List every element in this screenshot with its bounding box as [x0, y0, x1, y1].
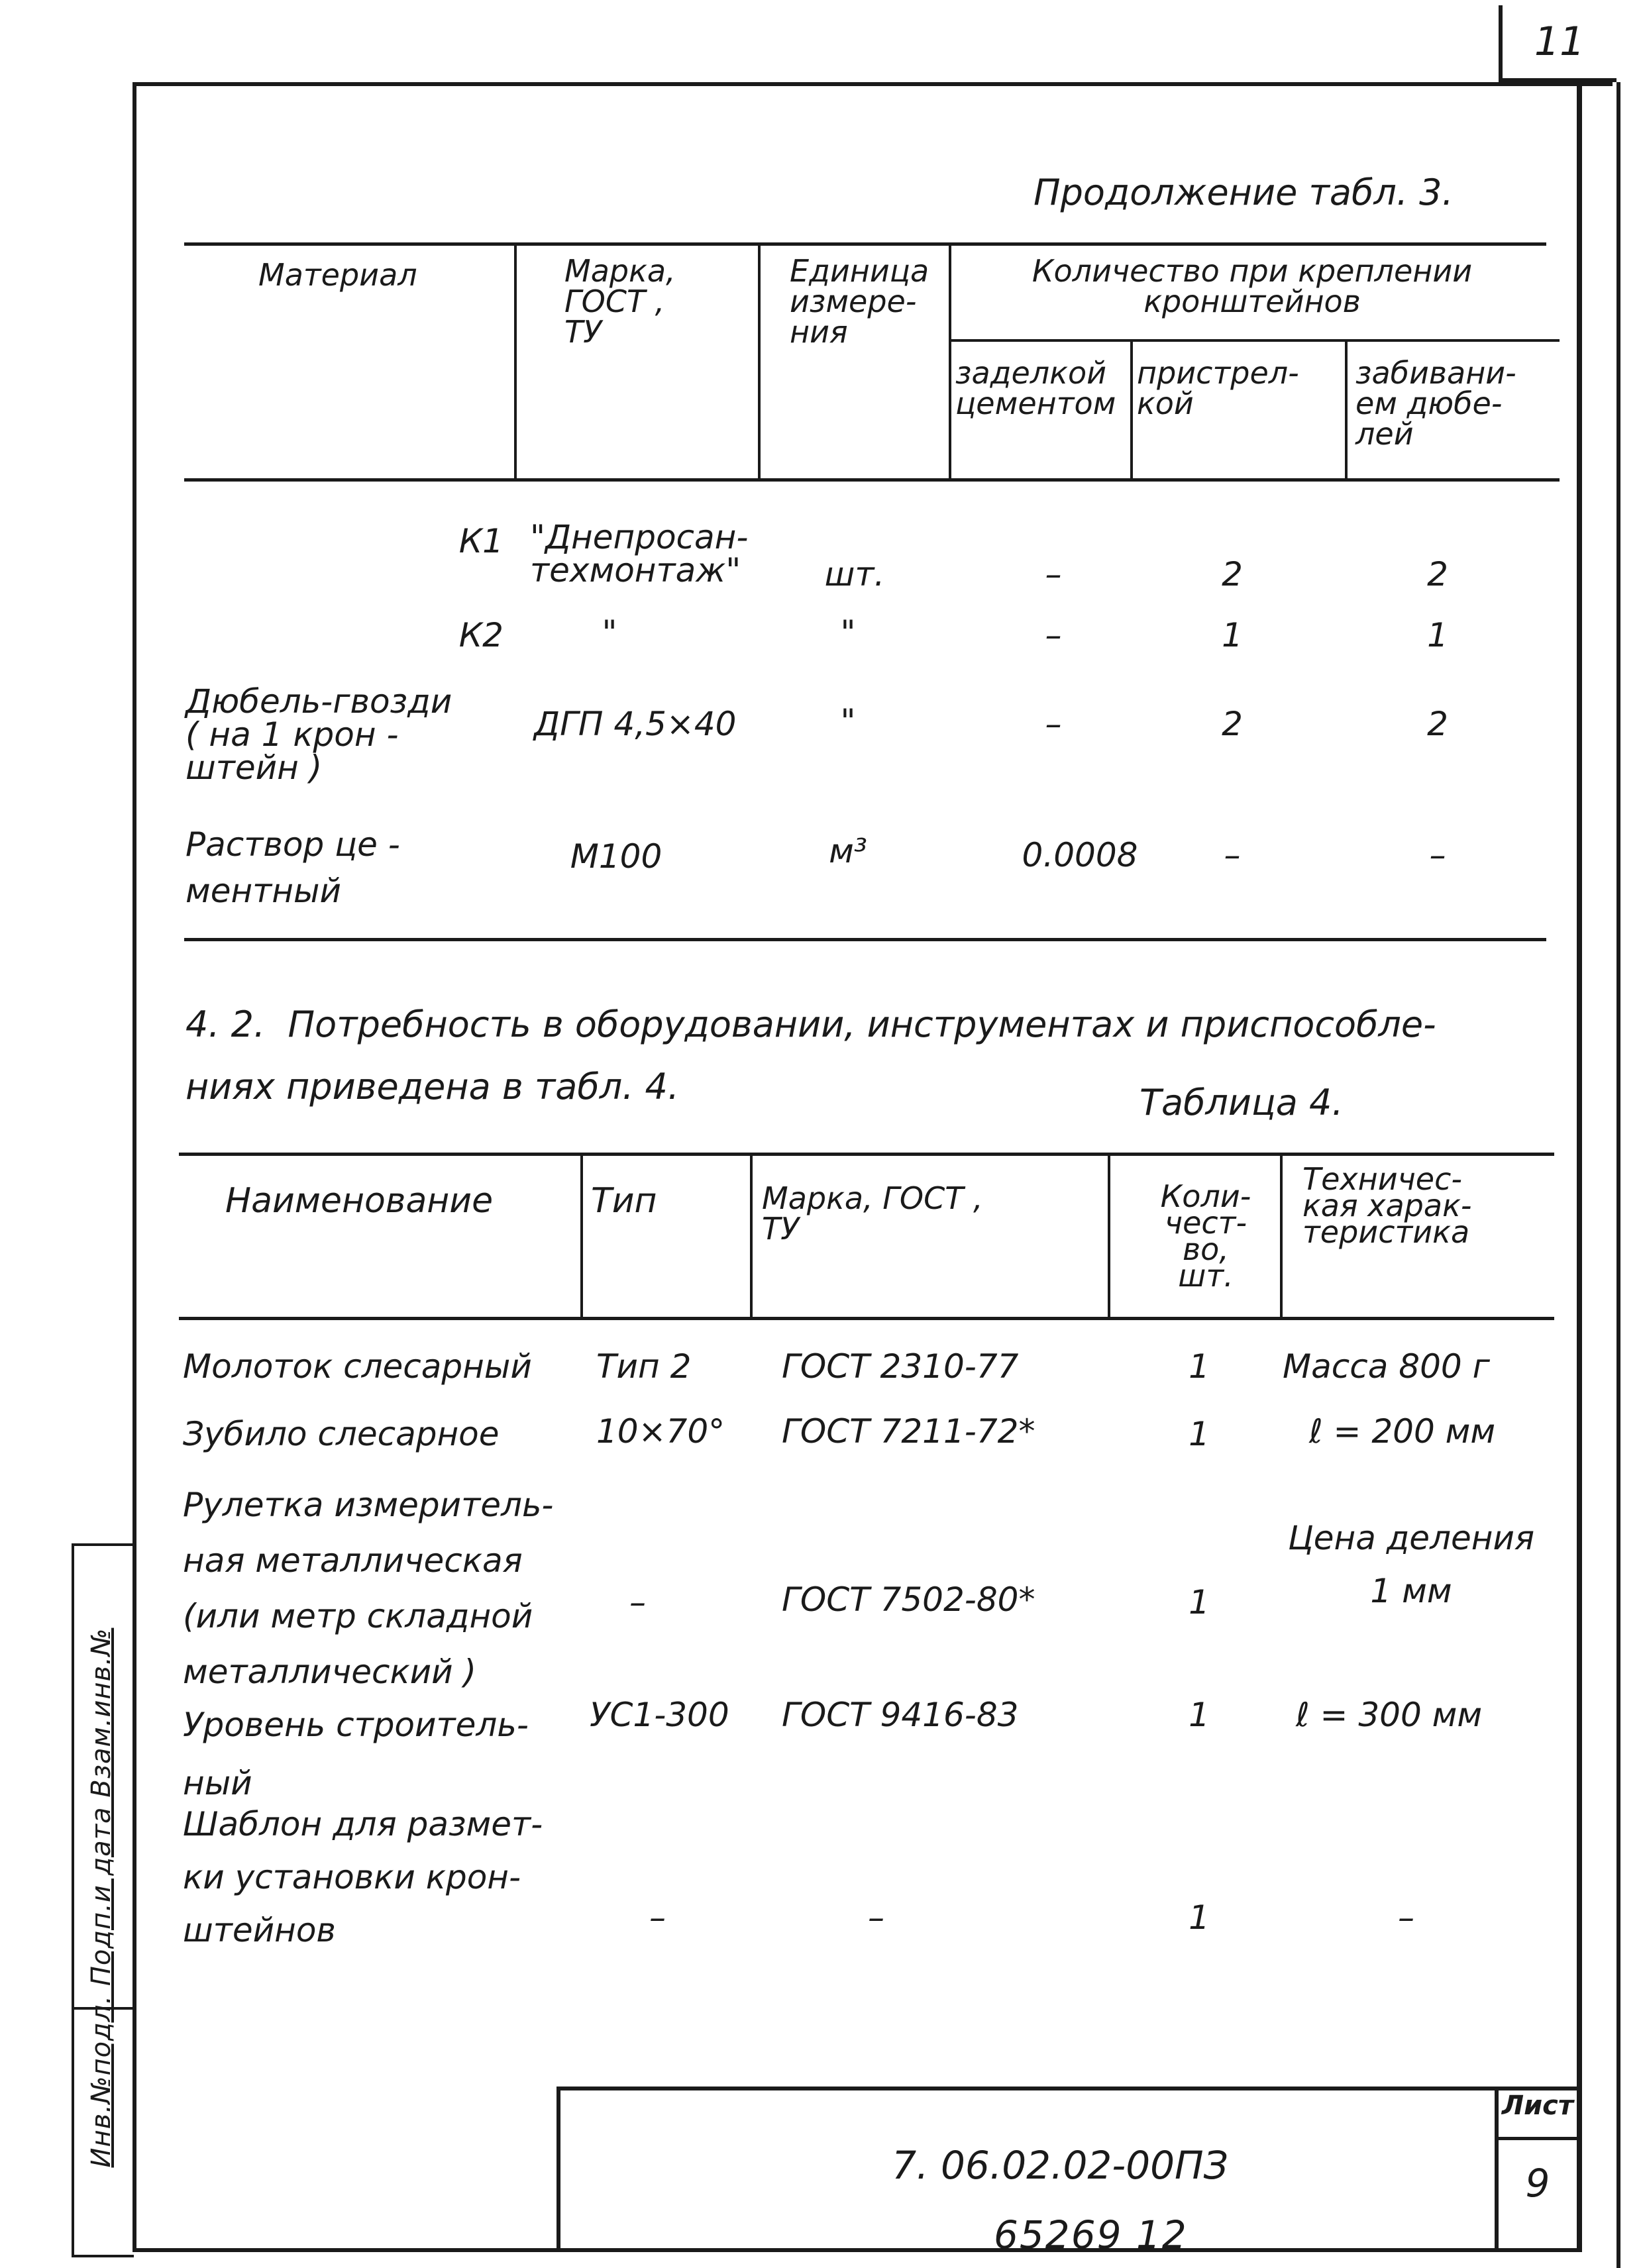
table3-cell-dowel: 2	[1427, 705, 1448, 743]
table4-header-name: Наименование	[225, 1181, 494, 1221]
table3-header-material: Материал	[258, 257, 417, 293]
table4-col-divider	[1280, 1155, 1283, 1317]
table3-cell-dowel: 1	[1427, 616, 1448, 654]
table3-cell-cement: –	[1045, 555, 1062, 593]
table3-cell-unit: "	[840, 702, 856, 741]
page-number: 11	[1534, 19, 1585, 65]
table4-cell-name: Шаблон для размет- ки установки крон- штейнов	[183, 1805, 543, 1949]
table4-cell-quantity: 1	[1189, 1347, 1210, 1386]
table3-subheader-rule	[949, 339, 1560, 342]
frame-top-border	[132, 82, 1613, 86]
table3-cell-shot: 2	[1222, 705, 1243, 743]
table3-cell-material: К2	[458, 616, 504, 654]
table3-cell-dowel: 2	[1427, 555, 1448, 593]
table3-cell-brand: М100	[570, 837, 662, 876]
table4-cell-name: Рулетка измеритель- ная металлическая (или метр складной металлический )	[183, 1486, 554, 1691]
table4-col-divider	[1108, 1155, 1110, 1317]
table4-cell-spec: –	[1398, 1898, 1414, 1937]
table3-col-divider	[1345, 340, 1348, 478]
table4-cell-spec: ℓ = 300 мм	[1296, 1696, 1483, 1734]
table4-top-rule	[179, 1153, 1554, 1156]
table3-cell-brand: "Днепросан- техмонтаж"	[530, 518, 749, 590]
table4-cell-brand: –	[868, 1898, 884, 1937]
table4-caption: Таблица 4.	[1140, 1082, 1344, 1123]
table3-cell-shot: –	[1224, 836, 1241, 874]
sheet-edge-line	[1616, 82, 1620, 2268]
table3-cell-material: Раствор це - ментный	[186, 825, 400, 910]
table3-subheader-dowel: забивани- ем дюбе- лей	[1355, 355, 1516, 452]
table3-subheader-shot: пристрел- кой	[1137, 355, 1299, 421]
table4-header-bottom-rule	[179, 1317, 1554, 1320]
sheet-label: Лист	[1501, 2090, 1574, 2121]
table3-cell-shot: 2	[1222, 555, 1243, 593]
table4-cell-quantity: 1	[1189, 1898, 1210, 1937]
table3-cell-cement: 0.0008	[1022, 836, 1138, 874]
table4-header-type: Тип	[591, 1181, 657, 1221]
paragraph-4-2: 4. 2. Потребность в оборудовании, инструментах и приспособле- ниях приведена в табл. 4.	[186, 1004, 1436, 1108]
table4-cell-brand: ГОСТ 7502-80*	[782, 1580, 1035, 1619]
table4-cell-name: Молоток слесарный	[183, 1347, 532, 1386]
table4-cell-spec: Масса 800 г	[1283, 1347, 1490, 1386]
table3-header-brand: Марка, ГОСТ , ТУ	[564, 253, 676, 350]
table4-header-quantity: Коли- чест- во, шт.	[1160, 1178, 1251, 1294]
inventory-number: 65269 12	[994, 2212, 1188, 2257]
table3-cell-cement: –	[1045, 616, 1062, 654]
table4-cell-type: 10×70°	[596, 1412, 725, 1451]
table3-top-rule	[184, 242, 1546, 246]
table4-cell-name: Уровень строитель- ный	[183, 1706, 529, 1802]
table3-cell-material: Дюбель-гвозди ( на 1 крон - штейн )	[186, 682, 452, 787]
table4-cell-quantity: 1	[1189, 1415, 1210, 1453]
table4-cell-quantity: 1	[1189, 1583, 1210, 1622]
table4-cell-spec: Цена деления 1 мм	[1287, 1519, 1535, 1610]
table3-col-divider	[758, 245, 761, 478]
title-block-sheet-rule	[1495, 2137, 1581, 2140]
page-number-box	[1499, 5, 1616, 82]
margin-stamp-text: Инв.№подл. Подп.и дата Взам.инв.№	[86, 1627, 117, 2168]
table3-col-divider	[949, 245, 951, 478]
continuation-caption: Продолжение табл. 3.	[1034, 172, 1454, 213]
table3-header-bottom-rule	[184, 478, 1560, 482]
table4-cell-brand: ГОСТ 2310-77	[782, 1347, 1019, 1386]
frame-right-border	[1577, 82, 1582, 2252]
table3-cell-material: К1	[458, 522, 504, 560]
table3-cell-dowel: –	[1429, 836, 1446, 874]
table3-cell-brand: "	[602, 613, 617, 652]
table3-cell-unit: шт.	[824, 555, 885, 593]
table3-col-divider	[514, 245, 517, 478]
table4-cell-type: –	[649, 1898, 666, 1937]
table4-header-brand: Марка, ГОСТ , ТУ	[762, 1180, 983, 1247]
table4-cell-type: УС1-300	[590, 1696, 729, 1734]
table3-cell-unit: м³	[829, 832, 867, 870]
table4-col-divider	[750, 1155, 753, 1317]
table4-cell-quantity: 1	[1189, 1696, 1210, 1734]
sheet-number: 9	[1525, 2161, 1550, 2206]
table3-cell-unit: "	[840, 613, 856, 652]
table3-bottom-rule	[184, 938, 1546, 941]
table3-header-unit: Единица измере- ния	[790, 253, 929, 350]
table4-cell-type: –	[629, 1583, 646, 1622]
table3-cell-shot: 1	[1222, 616, 1243, 654]
table3-subheader-cement: заделкой цементом	[955, 355, 1116, 421]
table4-cell-brand: ГОСТ 9416-83	[782, 1696, 1019, 1734]
table4-cell-name: Зубило слесарное	[183, 1415, 500, 1453]
table3-cell-cement: –	[1045, 705, 1062, 743]
table3-header-quantity: Количество при креплении кронштейнов	[1032, 253, 1473, 319]
table4-cell-brand: ГОСТ 7211-72*	[782, 1412, 1035, 1451]
table4-header-spec: Техничес- кая харак- теристика	[1302, 1161, 1472, 1250]
table3-col-divider	[1130, 340, 1133, 478]
table4-cell-spec: ℓ = 200 мм	[1309, 1412, 1496, 1451]
document-code: 7. 06.02.02-00ПЗ	[892, 2143, 1228, 2188]
table4-col-divider	[580, 1155, 583, 1317]
table3-cell-brand: ДГП 4,5×40	[534, 705, 737, 743]
table4-cell-type: Тип 2	[596, 1347, 692, 1386]
